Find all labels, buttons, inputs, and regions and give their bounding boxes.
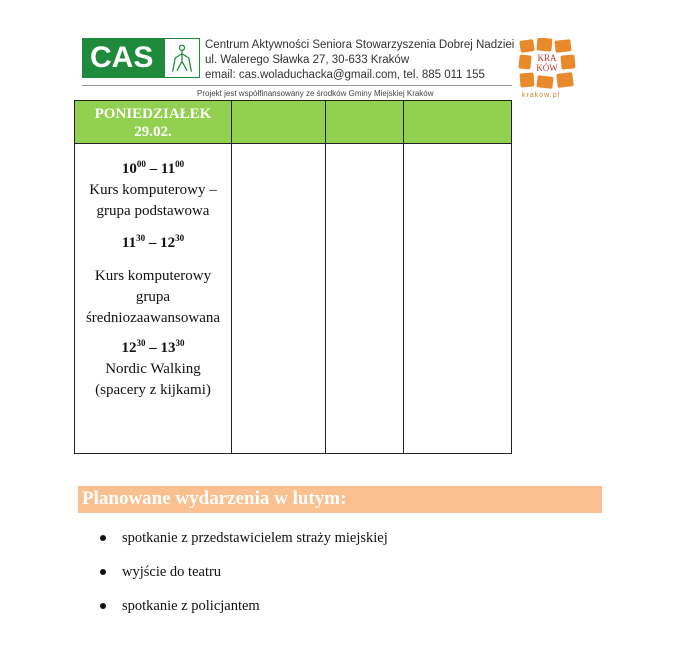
day-events-cell: [75, 144, 232, 454]
event-title: Kurs komputerowy: [94, 268, 212, 284]
list-item: wyjście do teatru: [100, 562, 388, 582]
funding-note: Projekt jest współfinansowany ze środków Gminy Miejskiej Kraków: [197, 89, 434, 98]
org-address: ul. Walerego Sławka 27, 30-633 Kraków: [205, 54, 410, 66]
empty-header-cell: [232, 101, 326, 144]
event-time: $10^{00} - 11^{00}$: [121, 159, 185, 177]
schedule-header-row: [75, 101, 512, 144]
list-item: spotkanie z policjantem: [100, 596, 388, 616]
schedule-body-row: [75, 144, 512, 454]
empty-body-cell: [232, 144, 326, 454]
day-header-cell: [75, 101, 232, 144]
svg-text:KRA: KRA: [537, 53, 557, 63]
event-time: $11^{30} - 12^{30}$: [121, 233, 185, 251]
header-divider: [82, 85, 512, 86]
day-name: PONIEDZIAŁEK: [94, 106, 212, 122]
empty-header-cell: [404, 101, 512, 144]
event-title: Nordic Walking: [105, 361, 201, 377]
empty-header-cell: [326, 101, 404, 144]
planned-events-list: [100, 528, 388, 630]
schedule-table: [74, 100, 512, 454]
event-subtitle: średniozaawansowana: [85, 310, 221, 326]
nordic-walker-icon: [164, 38, 200, 78]
krakow-url: krakow.pl: [522, 92, 561, 99]
list-item: spotkanie z przedstawicielem straży miejskiej: [100, 528, 388, 548]
empty-body-cell: [404, 144, 512, 454]
svg-text:KÓW: KÓW: [536, 63, 558, 73]
event-item: [75, 228, 231, 329]
event-subtitle: grupa: [135, 289, 171, 305]
planned-events-banner: [78, 486, 602, 513]
letterhead: [82, 38, 582, 102]
org-name: Centrum Aktywności Seniora Stowarzyszenia Dobrej Nadziei: [205, 39, 515, 51]
org-contact: email: cas.woladuchacka@gmail.com, tel. 885 011 155: [205, 69, 485, 81]
day-date: 29.02.: [134, 124, 172, 140]
event-subtitle: (spacery z kijkami): [95, 382, 211, 398]
planned-events-title: Planowane wydarzenia w lutym:: [82, 488, 347, 509]
event-title: Kurs komputerowy –: [89, 182, 217, 198]
organization-info: [205, 38, 514, 83]
event-item: [75, 333, 231, 401]
event-item: [75, 154, 231, 222]
cas-logo-text: CAS: [90, 41, 154, 74]
event-time: $12^{30} - 13^{30}$: [121, 338, 185, 356]
event-subtitle: grupa podstawowa: [96, 203, 210, 219]
empty-body-cell: [326, 144, 404, 454]
krakow-logo: [517, 38, 577, 98]
